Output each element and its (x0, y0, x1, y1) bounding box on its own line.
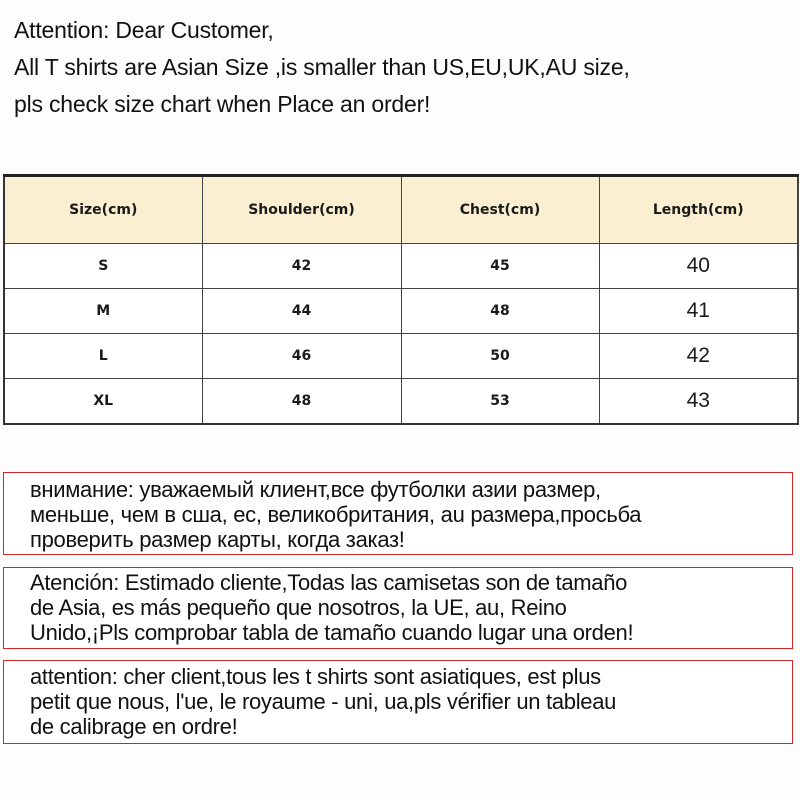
cell-chest: 50 (401, 334, 599, 379)
cell-shoulder: 48 (202, 379, 401, 425)
notice-line: de Asia, es más pequeño que nosotros, la UE, au, Reino (30, 595, 567, 620)
notice-line: Unido,¡Pls comprobar tabla de tamaño cuando lugar una orden! (30, 620, 634, 645)
cell-size: M (4, 289, 202, 334)
notice-line: attention: cher client,tous les t shirts sont asiatiques, est plus (30, 664, 601, 689)
cell-shoulder: 46 (202, 334, 401, 379)
notice-line: внимание: уважаемый клиент,все футболки азии размер, (30, 477, 601, 502)
cell-chest: 48 (401, 289, 599, 334)
intro-line: pls check size chart when Place an order! (14, 91, 431, 117)
notice-line: проверить размер карты, когда заказ! (30, 527, 405, 552)
cell-length: 43 (599, 379, 798, 425)
cell-chest: 53 (401, 379, 599, 425)
notice-russian (3, 472, 793, 555)
header-size: Size(cm) (4, 176, 202, 244)
table-row (4, 379, 798, 425)
cell-length: 41 (599, 289, 798, 334)
header-shoulder: Shoulder(cm) (202, 176, 401, 244)
notice-line: de calibrage en ordre! (30, 714, 238, 739)
table-row (4, 289, 798, 334)
notice-french (3, 660, 793, 744)
cell-size: S (4, 244, 202, 289)
cell-length: 42 (599, 334, 798, 379)
cell-shoulder: 42 (202, 244, 401, 289)
intro-line: All T shirts are Asian Size ,is smaller than US,EU,UK,AU size, (14, 54, 630, 80)
notice-line: petit que nous, l'ue, le royaume - uni, ua,pls vérifier un tableau (30, 689, 617, 714)
notice-line: меньше, чем в сша, ес, великобритания, au размера,просьба (30, 502, 642, 527)
cell-size: L (4, 334, 202, 379)
table-row (4, 334, 798, 379)
table-header-row (4, 176, 798, 244)
table-row (4, 244, 798, 289)
size-chart-table (3, 174, 799, 425)
header-chest: Chest(cm) (401, 176, 599, 244)
cell-length: 40 (599, 244, 798, 289)
notice-line: Atención: Estimado cliente,Todas las camisetas son de tamaño (30, 570, 628, 595)
cell-shoulder: 44 (202, 289, 401, 334)
cell-chest: 45 (401, 244, 599, 289)
intro-line: Attention: Dear Customer, (14, 17, 274, 43)
cell-size: XL (4, 379, 202, 425)
header-length: Length(cm) (599, 176, 798, 244)
notice-spanish (3, 567, 793, 649)
intro-notice (14, 12, 630, 123)
